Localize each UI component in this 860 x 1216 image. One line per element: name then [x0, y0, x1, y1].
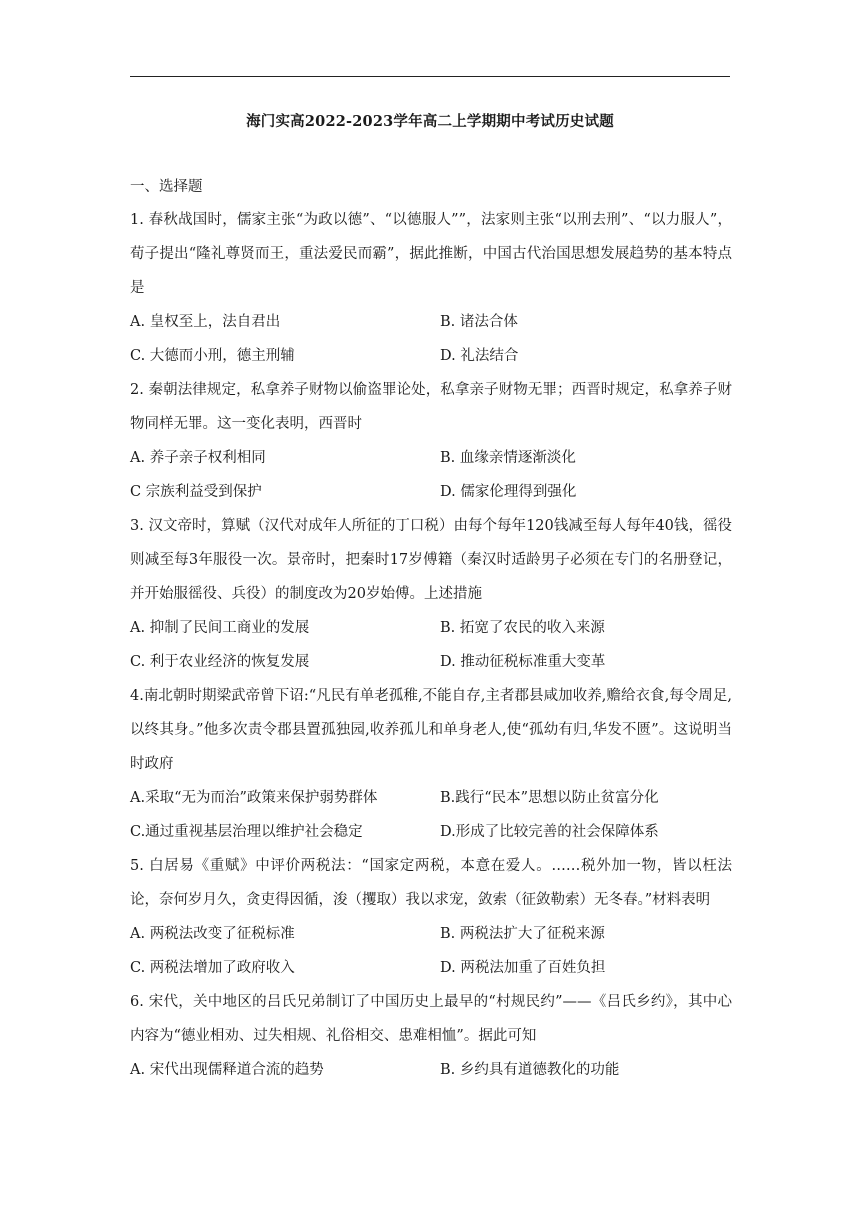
option-row	[130, 781, 732, 815]
section-heading: 一、选择题	[130, 179, 203, 195]
option-row	[130, 1053, 732, 1087]
option-row	[130, 815, 732, 849]
option-b: B. 乡约具有道德教化的功能	[440, 1062, 620, 1078]
option-row	[130, 339, 732, 373]
option-b: B. 诸法合体	[440, 314, 518, 330]
question	[130, 849, 732, 985]
page-title: 海门实高2022-2023学年高二上学期期中考试历史试题	[246, 113, 614, 130]
question	[130, 985, 732, 1087]
option-row	[130, 645, 732, 679]
option-b: B. 血缘亲情逐渐淡化	[440, 450, 576, 466]
question-stem: 4.南北朝时期梁武帝曾下诏:“凡民有单老孤稚,不能自存,主者郡县咸加收养,赡给衣食,每令周足,以终其身。”他多次责令郡县置孤独园,收养孤儿和单身老人,使“孤幼有归,华发不匮”。这说明当时政府	[130, 688, 732, 772]
question	[130, 679, 732, 849]
option-b: B.践行“民本”思想以防止贫富分化	[440, 790, 659, 806]
option-row	[130, 441, 732, 475]
question-stem: 1. 春秋战国时，儒家主张“为政以德”、“以德服人””，法家则主张“以刑去刑”、“以力服人”，荀子提出“隆礼尊贤而王，重法爱民而霸”，据此推断，中国古代治国思想发展趋势的基本特点是	[130, 212, 732, 296]
header-rule	[130, 76, 730, 77]
option-c: C. 两税法增加了政府收入	[130, 960, 295, 976]
option-c: C. 利于农业经济的恢复发展	[130, 654, 310, 670]
question	[130, 203, 732, 373]
question-stem: 3. 汉文帝时，算赋（汉代对成年人所征的丁口税）由每个每年120钱减至每人每年40钱，徭役则减至每3年服役一次。景帝时，把秦时17岁傅籍（秦汉时适龄男子必须在专门的名册登记，并开始服徭役、兵役）的制度改为20岁始傅。上述措施	[130, 518, 732, 602]
option-a: A.采取“无为而治”政策来保护弱势群体	[130, 790, 378, 806]
option-c: C. 大德而小刑，德主刑辅	[130, 348, 295, 364]
option-d: D. 推动征税标准重大变革	[440, 654, 606, 670]
option-row	[130, 475, 732, 509]
option-c: C.通过重视基层治理以维护社会稳定	[130, 824, 363, 840]
option-row	[130, 305, 732, 339]
option-a: A. 抑制了民间工商业的发展	[130, 620, 310, 636]
option-a: A. 养子亲子权利相同	[130, 450, 266, 466]
questions-list	[130, 203, 732, 1087]
question	[130, 373, 732, 509]
option-row	[130, 917, 732, 951]
option-d: D. 儒家伦理得到强化	[440, 484, 577, 500]
option-a: A. 皇权至上，法自君出	[130, 314, 281, 330]
option-b: B. 两税法扩大了征税来源	[440, 926, 605, 942]
option-b: B. 拓宽了农民的收入来源	[440, 620, 605, 636]
option-d: D. 礼法结合	[440, 348, 519, 364]
option-a: A. 两税法改变了征税标准	[130, 926, 295, 942]
option-row	[130, 611, 732, 645]
option-row	[130, 951, 732, 985]
question-stem: 5. 白居易《重赋》中评价两税法：“国家定两税，本意在爱人。……税外加一物，皆以枉法论，奈何岁月久，贪吏得因循，浚（攫取）我以求宠，敛索（征敛勒索）无冬春。”材料表明	[130, 858, 732, 908]
question-stem: 2. 秦朝法律规定，私拿养子财物以偷盗罪论处，私拿亲子财物无罪；西晋时规定，私拿养子财物同样无罪。这一变化表明，西晋时	[130, 382, 732, 432]
option-c: C 宗族利益受到保护	[130, 484, 262, 500]
question	[130, 509, 732, 679]
option-d: D. 两税法加重了百姓负担	[440, 960, 606, 976]
option-d: D.形成了比较完善的社会保障体系	[440, 824, 659, 840]
question-stem: 6. 宋代，关中地区的吕氏兄弟制订了中国历史上最早的“村规民约”——《吕氏乡约》，其中心内容为“德业相劝、过失相规、礼俗相交、患难相恤”。据此可知	[130, 994, 732, 1044]
option-a: A. 宋代出现儒释道合流的趋势	[130, 1062, 324, 1078]
